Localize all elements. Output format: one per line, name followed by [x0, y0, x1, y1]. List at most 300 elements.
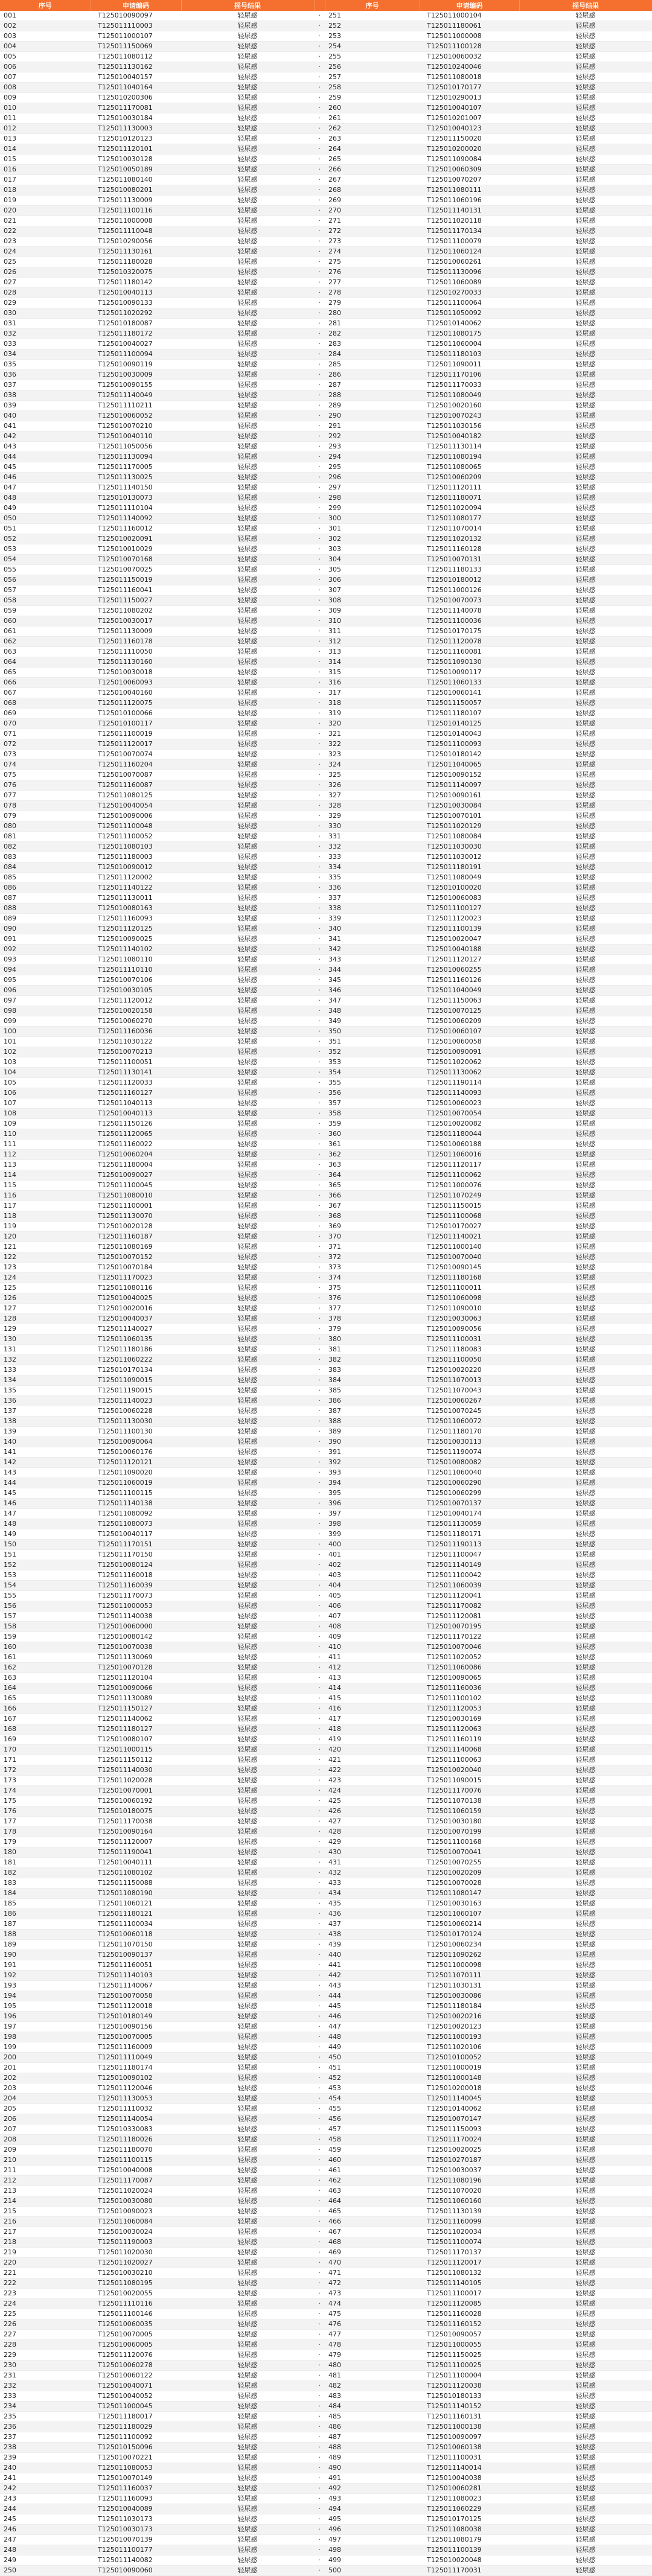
code-cell-right: T125011020052 — [420, 1653, 519, 1663]
table-row — [0, 1653, 652, 1663]
table-row — [0, 2504, 652, 2514]
code-cell-right: T125011030156 — [420, 421, 519, 432]
result-cell-left: 轻尿感 — [181, 2443, 314, 2453]
result-cell-left: 轻尿感 — [181, 1581, 314, 1591]
table-row — [0, 1930, 652, 1940]
seq-cell-right: 436 — [325, 1909, 420, 1919]
table-row — [0, 2022, 652, 2032]
code-cell-right: T125011190114 — [420, 1078, 519, 1088]
seq-cell-left: 173 — [0, 1776, 91, 1786]
result-cell-left: 轻尿感 — [181, 1796, 314, 1806]
separator-cell: · — [314, 1591, 325, 1601]
table-row — [0, 391, 652, 401]
code-cell-right: T125011140152 — [420, 2402, 519, 2412]
result-cell-right: 轻尿感 — [519, 185, 652, 196]
code-cell-right: T125011080018 — [420, 72, 519, 83]
code-cell-left: T125011100177 — [91, 2545, 181, 2555]
result-cell-left: 轻尿感 — [181, 914, 314, 924]
code-cell-left: T125011180028 — [91, 257, 181, 267]
result-cell-right: 轻尿感 — [519, 2114, 652, 2125]
result-cell-left: 轻尿感 — [181, 103, 314, 113]
seq-cell-right: 446 — [325, 2012, 420, 2022]
separator-cell: · — [314, 873, 325, 883]
code-cell-right: T125010170124 — [420, 1930, 519, 1940]
seq-cell-right: 478 — [325, 2340, 420, 2350]
result-cell-left: 轻尿感 — [181, 1324, 314, 1334]
code-cell-left: T125010120123 — [91, 134, 181, 144]
separator-cell: · — [314, 391, 325, 401]
code-cell-left: T125011140054 — [91, 2114, 181, 2125]
result-cell-left: 轻尿感 — [181, 2217, 314, 2227]
result-cell-right: 轻尿感 — [519, 2166, 652, 2176]
seq-cell-right: 350 — [325, 1027, 420, 1037]
result-cell-left: 轻尿感 — [181, 2422, 314, 2432]
code-cell-right: T125010090117 — [420, 668, 519, 678]
seq-cell-left: 222 — [0, 2278, 91, 2289]
code-cell-left: T125010040113 — [91, 288, 181, 298]
result-cell-left: 轻尿感 — [181, 11, 314, 21]
code-cell-right: T125010070131 — [420, 555, 519, 565]
result-cell-right: 轻尿感 — [519, 1150, 652, 1160]
result-cell-right: 轻尿感 — [519, 791, 652, 801]
table-row — [0, 62, 652, 72]
result-cell-left: 轻尿感 — [181, 2453, 314, 2463]
separator-cell: · — [314, 1560, 325, 1570]
result-cell-right: 轻尿感 — [519, 11, 652, 21]
code-cell-right: T125010200018 — [420, 2083, 519, 2094]
separator-cell: · — [314, 175, 325, 185]
result-cell-right: 轻尿感 — [519, 811, 652, 821]
code-cell-left: T125011120017 — [91, 739, 181, 750]
code-cell-left: T125011160178 — [91, 637, 181, 647]
code-cell-right: T125011060040 — [420, 1468, 519, 1478]
seq-cell-left: 068 — [0, 698, 91, 709]
result-cell-right: 轻尿感 — [519, 1016, 652, 1027]
code-cell-right: T125011100064 — [420, 298, 519, 308]
code-cell-left: T125011130003 — [91, 124, 181, 134]
table-row — [0, 124, 652, 134]
result-cell-left: 轻尿感 — [181, 852, 314, 862]
table-row — [0, 103, 652, 113]
seq-cell-right: 424 — [325, 1786, 420, 1796]
table-row — [0, 873, 652, 883]
seq-cell-left: 227 — [0, 2330, 91, 2340]
table-row — [0, 688, 652, 698]
code-cell-left: T125011000045 — [91, 2402, 181, 2412]
result-cell-right: 轻尿感 — [519, 698, 652, 709]
code-cell-right: T125011100074 — [420, 2237, 519, 2248]
result-cell-left: 轻尿感 — [181, 349, 314, 360]
table-row — [0, 1437, 652, 1447]
seq-cell-left: 139 — [0, 1427, 91, 1437]
code-cell-right: T125010060281 — [420, 2484, 519, 2494]
code-cell-left: T125010090156 — [91, 2022, 181, 2032]
code-cell-left: T125011040164 — [91, 83, 181, 93]
result-cell-right: 轻尿感 — [519, 678, 652, 688]
result-cell-right: 轻尿感 — [519, 216, 652, 226]
table-row — [0, 842, 652, 852]
code-cell-right: T125011020106 — [420, 2042, 519, 2053]
result-cell-right: 轻尿感 — [519, 2504, 652, 2514]
result-cell-right: 轻尿感 — [519, 1940, 652, 1950]
seq-cell-left: 197 — [0, 2022, 91, 2032]
result-cell-left: 轻尿感 — [181, 1971, 314, 1981]
result-cell-right: 轻尿感 — [519, 1447, 652, 1458]
separator-cell: · — [314, 2053, 325, 2063]
seq-cell-left: 155 — [0, 1591, 91, 1601]
separator-cell: · — [314, 1632, 325, 1642]
result-cell-right: 轻尿感 — [519, 432, 652, 442]
result-cell-right: 轻尿感 — [519, 1314, 652, 1324]
seq-cell-left: 226 — [0, 2319, 91, 2330]
separator-cell: · — [314, 914, 325, 924]
seq-cell-left: 213 — [0, 2186, 91, 2196]
seq-cell-left: 245 — [0, 2514, 91, 2525]
seq-cell-right: 475 — [325, 2309, 420, 2319]
code-cell-left: T125011130025 — [91, 473, 181, 483]
code-cell-right: T125011130114 — [420, 442, 519, 452]
result-cell-right: 轻尿感 — [519, 1653, 652, 1663]
table-row — [0, 924, 652, 934]
seq-cell-right: 259 — [325, 93, 420, 103]
table-row — [0, 596, 652, 606]
table-row — [0, 647, 652, 657]
table-row — [0, 1273, 652, 1283]
seq-cell-right: 310 — [325, 616, 420, 626]
result-cell-right: 轻尿感 — [519, 1683, 652, 1694]
seq-cell-right: 289 — [325, 401, 420, 411]
code-cell-left: T125011170038 — [91, 1817, 181, 1827]
result-cell-left: 轻尿感 — [181, 175, 314, 185]
table-row — [0, 514, 652, 524]
seq-cell-left: 023 — [0, 237, 91, 247]
table-row — [0, 1417, 652, 1427]
separator-cell: · — [314, 2083, 325, 2094]
code-cell-right: T125011060196 — [420, 196, 519, 206]
result-cell-left: 轻尿感 — [181, 1735, 314, 1745]
result-cell-left: 轻尿感 — [181, 1478, 314, 1488]
result-cell-right: 轻尿感 — [519, 1355, 652, 1365]
separator-cell: · — [314, 780, 325, 791]
code-cell-right: T125010090161 — [420, 791, 519, 801]
separator-cell: · — [314, 698, 325, 709]
table-row — [0, 2094, 652, 2104]
result-cell-left: 轻尿感 — [181, 965, 314, 975]
seq-cell-right: 343 — [325, 955, 420, 965]
separator-cell: · — [314, 1283, 325, 1293]
separator-cell: · — [314, 308, 325, 319]
separator-cell: · — [314, 1950, 325, 1960]
code-cell-right: T125011020129 — [420, 821, 519, 832]
seq-cell-left: 236 — [0, 2422, 91, 2432]
table-row — [0, 1889, 652, 1899]
seq-cell-right: 415 — [325, 1694, 420, 1704]
seq-cell-right: 397 — [325, 1509, 420, 1519]
code-cell-left: T125010070221 — [91, 2453, 181, 2463]
separator-cell: · — [314, 1540, 325, 1550]
result-cell-left: 轻尿感 — [181, 2125, 314, 2135]
code-cell-left: T125011110003 — [91, 21, 181, 31]
seq-cell-right: 381 — [325, 1345, 420, 1355]
table-row — [0, 1355, 652, 1365]
result-cell-right: 轻尿感 — [519, 862, 652, 873]
result-cell-left: 轻尿感 — [181, 1827, 314, 1837]
seq-cell-left: 046 — [0, 473, 91, 483]
code-cell-right: T125011080175 — [420, 329, 519, 339]
result-cell-right: 轻尿感 — [519, 21, 652, 31]
seq-cell-left: 015 — [0, 155, 91, 165]
separator-cell: · — [314, 2104, 325, 2114]
result-cell-left: 轻尿感 — [181, 1499, 314, 1509]
separator-cell: · — [314, 1519, 325, 1529]
result-cell-right: 轻尿感 — [519, 1663, 652, 1673]
seq-cell-left: 003 — [0, 31, 91, 42]
seq-cell-left: 180 — [0, 1848, 91, 1858]
result-cell-left: 轻尿感 — [181, 1427, 314, 1437]
result-cell-left: 轻尿感 — [181, 360, 314, 370]
result-cell-right: 轻尿感 — [519, 1991, 652, 2001]
result-cell-left: 轻尿感 — [181, 760, 314, 770]
separator-cell: · — [314, 2248, 325, 2258]
seq-cell-left: 025 — [0, 257, 91, 267]
code-cell-left: T125011170073 — [91, 1591, 181, 1601]
seq-cell-left: 022 — [0, 226, 91, 237]
result-cell-left: 轻尿感 — [181, 2432, 314, 2443]
code-cell-right: T125010170177 — [420, 83, 519, 93]
result-cell-left: 轻尿感 — [181, 739, 314, 750]
table-row — [0, 2566, 652, 2576]
result-cell-right: 轻尿感 — [519, 1406, 652, 1417]
separator-cell: · — [314, 1858, 325, 1868]
seq-cell-right: 351 — [325, 1037, 420, 1047]
separator-cell: · — [314, 2186, 325, 2196]
result-cell-right: 轻尿感 — [519, 1724, 652, 1735]
seq-cell-right: 257 — [325, 72, 420, 83]
result-cell-right: 轻尿感 — [519, 1396, 652, 1406]
seq-cell-left: 075 — [0, 770, 91, 780]
seq-cell-left: 207 — [0, 2125, 91, 2135]
code-cell-right: T125011120063 — [420, 1724, 519, 1735]
separator-cell: · — [314, 2391, 325, 2402]
code-cell-left: T125011100115 — [91, 1488, 181, 1499]
seq-cell-left: 031 — [0, 319, 91, 329]
code-cell-left: T125010090137 — [91, 1950, 181, 1960]
seq-cell-right: 372 — [325, 1252, 420, 1263]
code-cell-left: T125010070087 — [91, 770, 181, 780]
seq-cell-left: 106 — [0, 1088, 91, 1098]
code-cell-left: T125010090102 — [91, 2073, 181, 2083]
seq-cell-left: 107 — [0, 1098, 91, 1109]
table-row — [0, 1222, 652, 1232]
code-cell-right: T125011060086 — [420, 1663, 519, 1673]
seq-cell-left: 230 — [0, 2361, 91, 2371]
seq-cell-right: 272 — [325, 226, 420, 237]
code-cell-left: T125011120033 — [91, 1078, 181, 1088]
seq-cell-right: 325 — [325, 770, 420, 780]
result-cell-left: 轻尿感 — [181, 1837, 314, 1848]
seq-cell-right: 383 — [325, 1365, 420, 1376]
separator-cell: · — [314, 1899, 325, 1909]
code-cell-left: T125010040052 — [91, 2391, 181, 2402]
table-row — [0, 698, 652, 709]
table-row — [0, 1991, 652, 2001]
result-cell-right: 轻尿感 — [519, 2350, 652, 2361]
table-row — [0, 1981, 652, 1991]
table-row — [0, 1499, 652, 1509]
seq-cell-left: 140 — [0, 1437, 91, 1447]
table-row — [0, 2196, 652, 2207]
seq-cell-right: 282 — [325, 329, 420, 339]
code-cell-left: T125010030210 — [91, 2268, 181, 2278]
result-cell-left: 轻尿感 — [181, 1950, 314, 1960]
table-row — [0, 1919, 652, 1930]
result-cell-right: 轻尿感 — [519, 93, 652, 103]
table-row — [0, 2073, 652, 2083]
code-cell-left: T125010060192 — [91, 1796, 181, 1806]
code-cell-left: T125010060176 — [91, 1447, 181, 1458]
seq-cell-left: 064 — [0, 657, 91, 668]
seq-cell-left: 067 — [0, 688, 91, 698]
seq-cell-right: 337 — [325, 893, 420, 904]
code-cell-right: T125011130059 — [420, 1519, 519, 1529]
result-cell-right: 轻尿感 — [519, 2135, 652, 2145]
table-row — [0, 2001, 652, 2012]
code-cell-left: T125010040160 — [91, 688, 181, 698]
result-cell-right: 轻尿感 — [519, 103, 652, 113]
code-cell-right: T125010060234 — [420, 1940, 519, 1950]
separator-cell: · — [314, 1868, 325, 1878]
seq-cell-left: 054 — [0, 555, 91, 565]
seq-cell-left: 118 — [0, 1211, 91, 1222]
table-row — [0, 575, 652, 585]
code-cell-left: T125010040111 — [91, 1858, 181, 1868]
result-cell-left: 轻尿感 — [181, 524, 314, 534]
result-cell-left: 轻尿感 — [181, 1057, 314, 1068]
separator-cell: · — [314, 657, 325, 668]
result-cell-left: 轻尿感 — [181, 1806, 314, 1817]
result-cell-right: 轻尿感 — [519, 1376, 652, 1386]
code-cell-left: T125011180186 — [91, 1345, 181, 1355]
seq-cell-left: 159 — [0, 1632, 91, 1642]
seq-cell-right: 375 — [325, 1283, 420, 1293]
table-row — [0, 2309, 652, 2319]
result-cell-right: 轻尿感 — [519, 2361, 652, 2371]
result-cell-right: 轻尿感 — [519, 709, 652, 719]
code-cell-left: T125011140122 — [91, 883, 181, 893]
code-cell-right: T125010030084 — [420, 801, 519, 811]
code-cell-left: T125011100115 — [91, 2155, 181, 2166]
result-cell-left: 轻尿感 — [181, 62, 314, 72]
code-cell-right: T125011100079 — [420, 237, 519, 247]
result-cell-right: 轻尿感 — [519, 2289, 652, 2299]
code-cell-right: T125010070101 — [420, 811, 519, 821]
seq-cell-right: 279 — [325, 298, 420, 308]
seq-cell-left: 224 — [0, 2299, 91, 2309]
code-cell-left: T125011120125 — [91, 924, 181, 934]
seq-cell-right: 498 — [325, 2545, 420, 2555]
separator-cell: · — [314, 2432, 325, 2443]
table-row — [0, 1806, 652, 1817]
seq-cell-left: 002 — [0, 21, 91, 31]
separator-cell: · — [314, 2330, 325, 2340]
seq-cell-left: 012 — [0, 124, 91, 134]
code-cell-right: T125011020118 — [420, 216, 519, 226]
code-cell-right: T125011080049 — [420, 873, 519, 883]
code-cell-right: T125011160126 — [420, 975, 519, 986]
result-cell-left: 轻尿感 — [181, 1016, 314, 1027]
result-cell-right: 轻尿感 — [519, 1201, 652, 1211]
result-cell-left: 轻尿感 — [181, 637, 314, 647]
separator-cell: · — [314, 1232, 325, 1242]
seq-cell-right: 340 — [325, 924, 420, 934]
table-row — [0, 503, 652, 514]
table-row — [0, 2166, 652, 2176]
separator-cell: · — [314, 1242, 325, 1252]
code-cell-right: T125010030163 — [420, 1899, 519, 1909]
separator-cell: · — [314, 2402, 325, 2412]
code-cell-left: T125011100034 — [91, 1919, 181, 1930]
result-cell-left: 轻尿感 — [181, 1930, 314, 1940]
result-cell-left: 轻尿感 — [181, 719, 314, 729]
table-row — [0, 1776, 652, 1786]
seq-cell-right: 440 — [325, 1950, 420, 1960]
code-cell-right: T125011000076 — [420, 1181, 519, 1191]
seq-cell-right: 465 — [325, 2207, 420, 2217]
result-cell-right: 轻尿感 — [519, 1273, 652, 1283]
code-cell-right: T125011060089 — [420, 278, 519, 288]
seq-cell-left: 133 — [0, 1365, 91, 1376]
separator-cell: · — [314, 534, 325, 544]
seq-cell-right: 418 — [325, 1724, 420, 1735]
seq-cell-left: 199 — [0, 2042, 91, 2053]
separator-cell: · — [314, 421, 325, 432]
code-cell-left: T125011180174 — [91, 2063, 181, 2073]
result-cell-left: 轻尿感 — [181, 750, 314, 760]
result-cell-right: 轻尿感 — [519, 606, 652, 616]
result-cell-right: 轻尿感 — [519, 1745, 652, 1755]
code-cell-right: T125011130062 — [420, 1068, 519, 1078]
code-cell-right: T125011100093 — [420, 739, 519, 750]
code-cell-left: T125010090164 — [91, 1827, 181, 1837]
result-cell-right: 轻尿感 — [519, 226, 652, 237]
result-cell-right: 轻尿感 — [519, 770, 652, 780]
seq-cell-left: 108 — [0, 1109, 91, 1119]
seq-cell-right: 463 — [325, 2186, 420, 2196]
code-cell-right: T125011100004 — [420, 2371, 519, 2381]
code-cell-left: T125011170023 — [91, 1273, 181, 1283]
seq-cell-left: 083 — [0, 852, 91, 862]
seq-cell-left: 247 — [0, 2535, 91, 2545]
code-cell-left: T125011120065 — [91, 1129, 181, 1140]
result-cell-left: 轻尿感 — [181, 319, 314, 329]
separator-cell: · — [314, 339, 325, 349]
table-row — [0, 657, 652, 668]
result-cell-right: 轻尿感 — [519, 2145, 652, 2155]
code-cell-left: T125010330083 — [91, 2125, 181, 2135]
result-cell-left: 轻尿感 — [181, 21, 314, 31]
code-cell-right: T125010060299 — [420, 1488, 519, 1499]
result-cell-left: 轻尿感 — [181, 2402, 314, 2412]
table-row — [0, 668, 652, 678]
result-cell-left: 轻尿感 — [181, 1355, 314, 1365]
seq-cell-right: 459 — [325, 2145, 420, 2155]
result-cell-left: 轻尿感 — [181, 544, 314, 555]
table-row — [0, 1591, 652, 1601]
separator-cell: · — [314, 996, 325, 1006]
seq-cell-right: 491 — [325, 2473, 420, 2484]
result-cell-left: 轻尿感 — [181, 2094, 314, 2104]
result-cell-right: 轻尿感 — [519, 1960, 652, 1971]
